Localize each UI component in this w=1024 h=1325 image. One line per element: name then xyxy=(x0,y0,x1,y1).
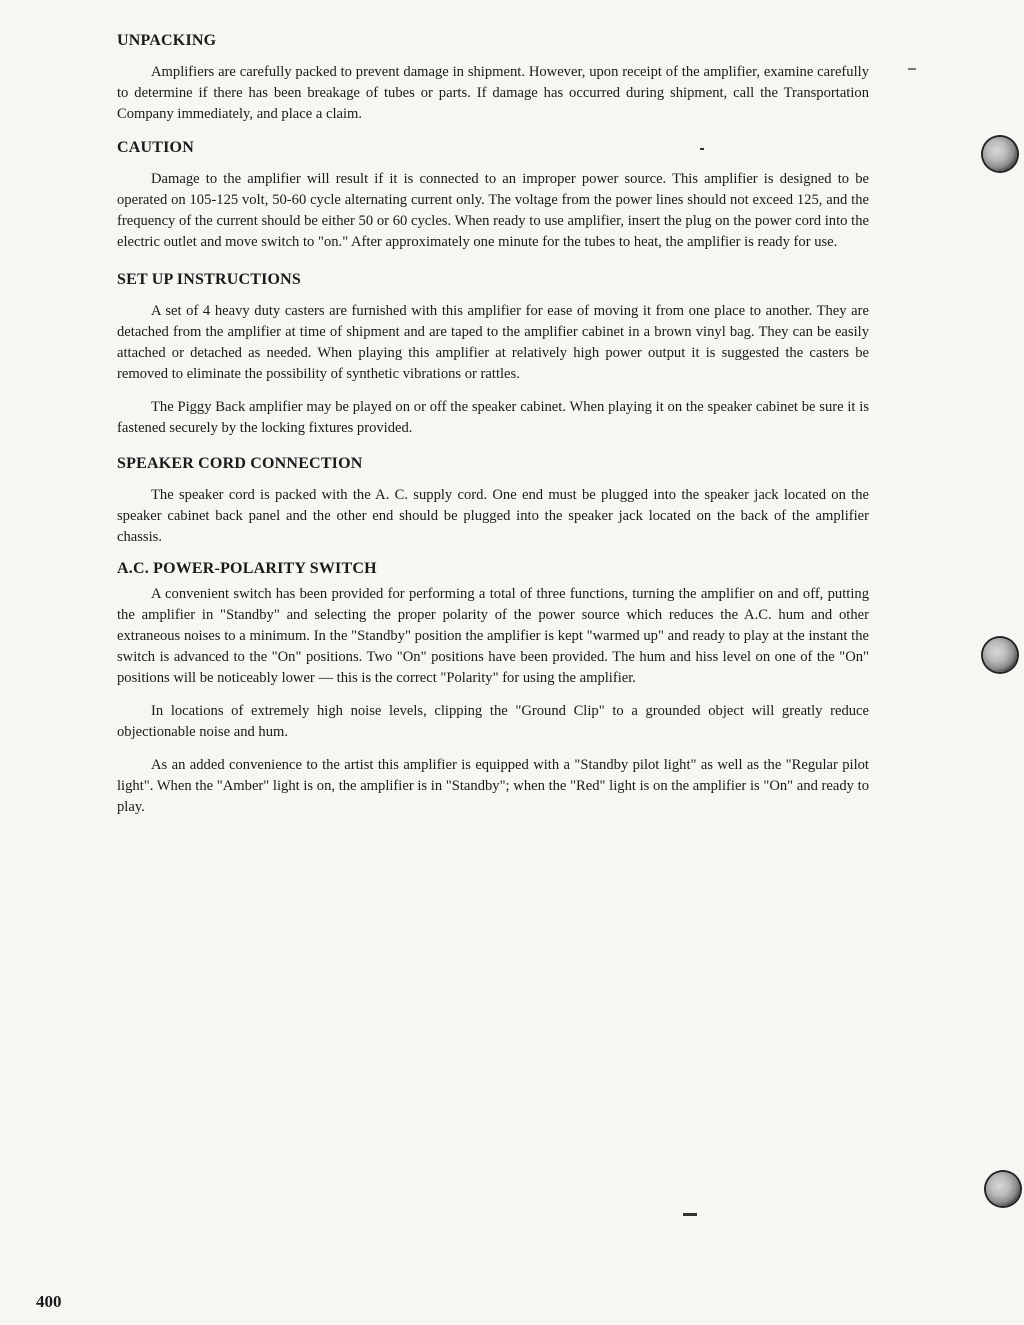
section-heading-speaker-cord-connection: SPEAKER CORD CONNECTION xyxy=(117,455,363,472)
section-heading-setup-instructions: SET UP INSTRUCTIONS xyxy=(117,271,302,288)
section-caution xyxy=(117,137,869,253)
paragraph: A convenient switch has been provided for performing a total of three functions, turning the amplifier on and off, putting the amplifier in "Standby" and selecting the proper polarity of the power source which reduces the A.C. hum and other extraneous noises to a minimum. In the "Standby" position the amplifier is kept "warmed up" and ready to play at the instant the switch is advanced to the "On" positions. Two "On" positions have been provided. The hum and hiss level on one of the "On" positions will be noticeably lower — this is the correct "Polarity" for using the amplifier. xyxy=(117,586,869,686)
paragraph: In locations of extremely high noise levels, clipping the "Ground Clip" to a grounded object will greatly reduce objectionable noise and hum. xyxy=(117,703,869,740)
page-number: 400 xyxy=(36,1292,62,1311)
paragraph: Damage to the amplifier will result if it is connected to an improper power source. This amplifier is designed to be operated on 105-125 volt, 50-60 cycle alternating current only. The voltage from the power lines should not exceed 125, and the frequency of the current should be either 50 or 60 cycles. When ready to use amplifier, insert the plug on the power cord into the electric outlet and move switch to "on." After approximately one minute for the tubes to heat, the amplifier is ready for use. xyxy=(117,171,869,250)
paragraph: Amplifiers are carefully packed to prevent damage in shipment. However, upon receipt of the amplifier, examine carefully to determine if there has been breakage of tubes or parts. If damage has occurred during shipment, call the Transportation Company immediately, and place a claim. xyxy=(117,64,869,122)
paragraph: As an added convenience to the artist this amplifier is equipped with a "Standby pilot light" as well as the "Regular pilot light". When the "Amber" light is on, the amplifier is in "Standby"; when the "Red" light is on the amplifier is "On" and ready to play. xyxy=(117,757,869,815)
section-ac-power-polarity-switch xyxy=(117,558,869,818)
scan-speck xyxy=(683,1213,697,1216)
section-speaker-cord-connection xyxy=(117,453,869,548)
binder-hole xyxy=(986,1172,1020,1206)
paragraph: The speaker cord is packed with the A. C. supply cord. One end must be plugged into the speaker jack located on the speaker cabinet back panel and the other end should be plugged into the speaker jack located on the back of the amplifier chassis. xyxy=(117,487,869,545)
paragraph: The Piggy Back amplifier may be played on or off the speaker cabinet. When playing it on the speaker cabinet be sure it is fastened securely by the locking fixtures provided. xyxy=(117,399,869,436)
section-setup-instructions xyxy=(117,269,869,439)
section-unpacking xyxy=(117,30,869,125)
page-content xyxy=(117,30,869,838)
section-heading-caution: CAUTION xyxy=(117,139,194,156)
binder-hole xyxy=(983,638,1017,672)
scan-speck xyxy=(700,148,704,150)
section-heading-ac-power-polarity-switch: A.C. POWER-POLARITY SWITCH xyxy=(117,560,377,577)
scan-speck xyxy=(908,68,916,70)
paragraph: A set of 4 heavy duty casters are furnished with this amplifier for ease of moving it from one place to another. They are detached from the amplifier at time of shipment and are taped to the amplifier cabinet in a brown vinyl bag. They can be easily attached or detached as needed. When playing this amplifier at relatively high power output it is suggested the casters be removed to eliminate the possibility of synthetic vibrations or rattles. xyxy=(117,303,869,382)
binder-hole xyxy=(983,137,1017,171)
section-heading-unpacking: UNPACKING xyxy=(117,32,217,49)
